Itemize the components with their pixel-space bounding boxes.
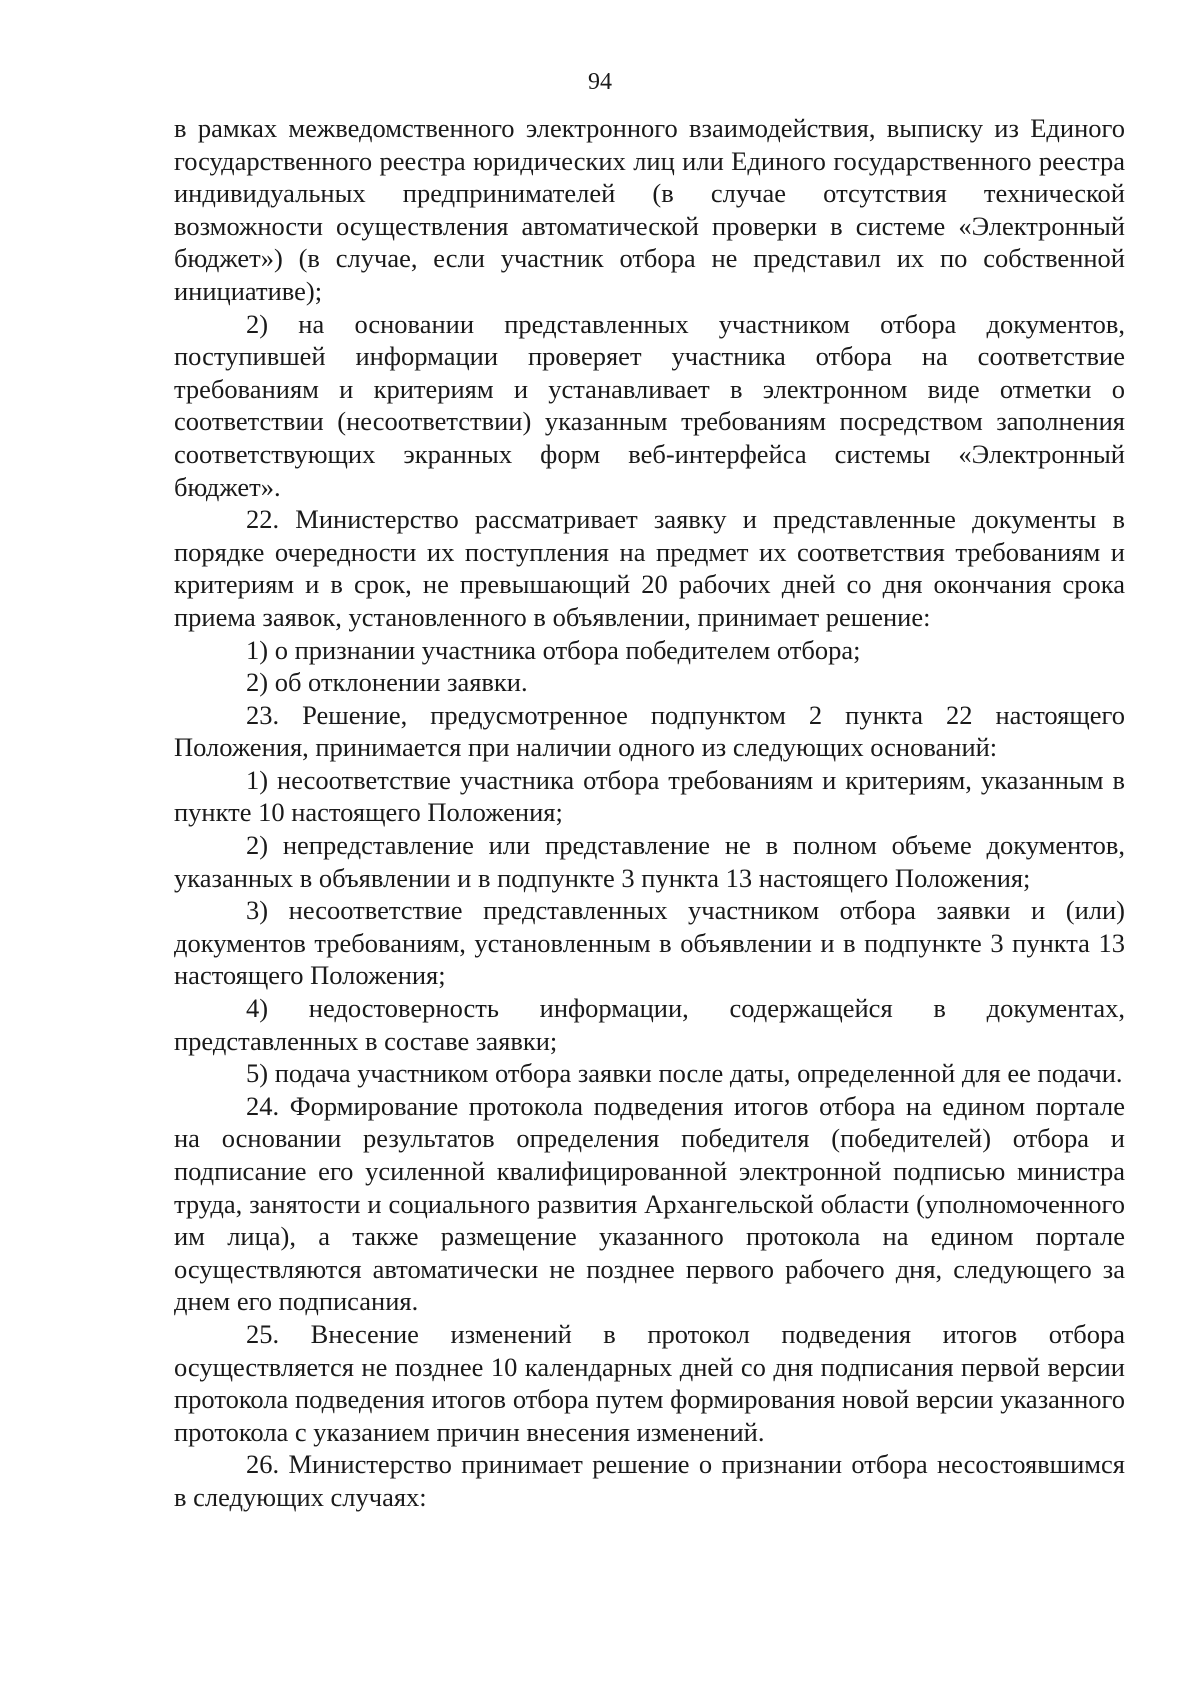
paragraph-subitem-2-verification: 2) на основании представленных участником отбора документов, поступившей информации проверяет участника отбора на соответствие требованиям и критериям и устанавливает в электронном виде отметки о соответствии (несоответствии) указанным требованиям посредством заполнения соответствующих экранных форм веб-интерфейса системы «Электронный бюджет». (174, 308, 1125, 502)
document-body (174, 112, 1125, 1514)
paragraph-clause-23-item-2: 2) непредставление или представление не в полном объеме документов, указанных в объявлении и в подпункте 3 пункта 13 настоящего Положения; (174, 830, 1125, 893)
paragraph-clause-26: 26. Министерство принимает решение о признании отбора несостоявшимся в следующих случаях: (174, 1449, 1125, 1512)
paragraph-clause-22-item-1: 1) о признании участника отбора победителем отбора; (246, 634, 861, 665)
paragraph-clause-22-item-2: 2) об отклонении заявки. (246, 667, 528, 698)
paragraph-continuation: в рамках межведомственного электронного взаимодействия, выписку из Единого государственного реестра юридических лиц или Единого государственного реестра индивидуальных предпринимателей (в случае отсутствия технической возможности осуществления автоматической проверки в системе «Электронный бюджет») (в случае, если участник отбора не представил их по собственной инициативе); (174, 113, 1125, 306)
paragraph-clause-22: 22. Министерство рассматривает заявку и представленные документы в порядке очередности их поступления на предмет их соответствия требованиям и критериям и в срок, не превышающий 20 рабочих дней со дня окончания срока приема заявок, установленного в объявлении, принимает решение: (174, 504, 1125, 632)
paragraph-clause-23: 23. Решение, предусмотренное подпунктом 2 пункта 22 настоящего Положения, принимается при наличии одного из следующих оснований: (174, 699, 1125, 763)
paragraph-clause-24: 24. Формирование протокола подведения итогов отбора на едином портале на основании результатов определения победителя (победителей) отбора и подписание его усиленной квалифицированной электронной подписью министра труда, занятости и социального развития Архангельской области (уполномоченного им лица), а также размещение указанного протокола на едином портале осуществляются автоматически не позднее первого рабочего дня, следующего за днем его подписания. (174, 1090, 1125, 1317)
paragraph-clause-23-item-1: 1) несоответствие участника отбора требованиям и критериям, указанным в пункте 10 настоящего Положения; (174, 764, 1125, 828)
page-number: 94 (588, 69, 612, 95)
paragraph-clause-23-item-5: 5) подача участником отбора заявки после даты, определенной для ее подачи. (246, 1058, 1123, 1089)
paragraph-clause-23-item-3: 3) несоответствие представленных участником отбора заявки и (или) документов требованиям, установленным в объявлении и в подпункте 3 пункта 13 настоящего Положения; (174, 895, 1125, 991)
paragraph-clause-25: 25. Внесение изменений в протокол подведения итогов отбора осуществляется не позднее 10 календарных дней со дня подписания первой версии протокола подведения итогов отбора путем формирования новой версии указанного протокола с указанием причин внесения изменений. (174, 1318, 1125, 1447)
paragraph-clause-23-item-4: 4) недостоверность информации, содержащейся в документах, представленных в составе заявки; (174, 993, 1125, 1056)
